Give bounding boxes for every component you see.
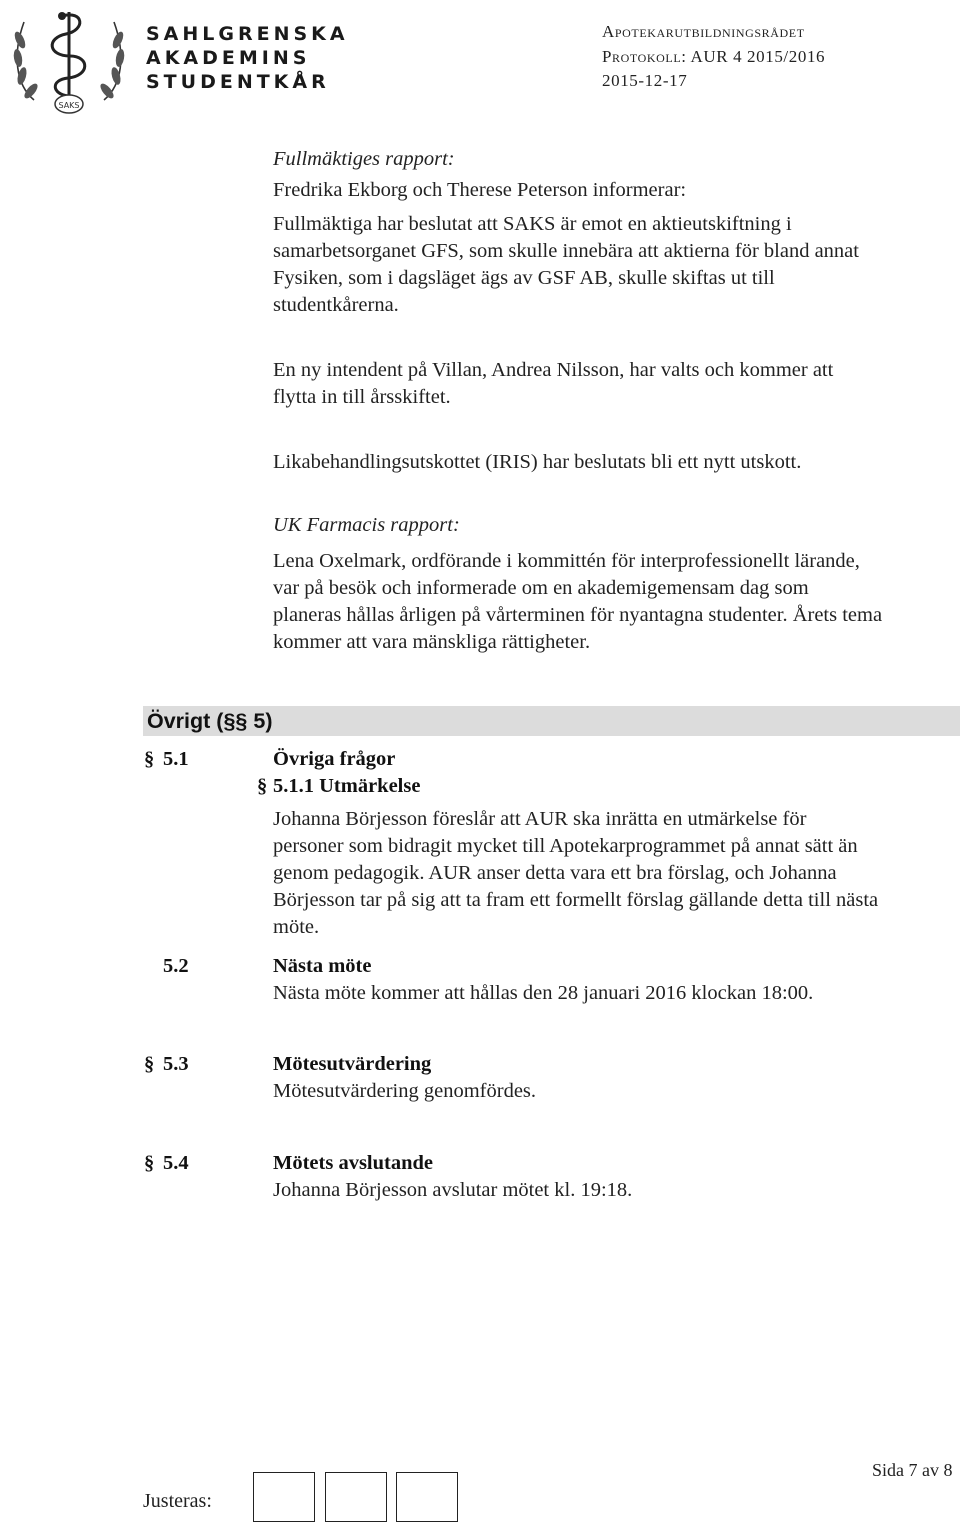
- subitem-line: möte.: [273, 916, 320, 938]
- item-title: Mötesutvärdering: [273, 1053, 432, 1075]
- initials-box[interactable]: [253, 1472, 315, 1522]
- logo-emblem-text: SAKS: [58, 101, 80, 110]
- initials-box[interactable]: [325, 1472, 387, 1522]
- item-number: 5.4: [163, 1152, 189, 1174]
- fullmaktige-line: Fullmäktiga har beslutat att SAKS är emot en aktieutskiftning i: [273, 213, 792, 235]
- fullmaktige-heading: Fullmäktiges rapport:: [273, 148, 455, 170]
- subitem-line: personer som bidragit mycket till Apotekarprogrammet på annat sätt än: [273, 835, 858, 857]
- protocol-id: Protokoll: AUR 4 2015/2016: [602, 47, 826, 66]
- section-heading-pre: Övrigt (: [147, 709, 224, 733]
- section-heading-post: 5): [247, 709, 273, 733]
- subitem-para-sign: §: [257, 775, 268, 797]
- subitem-title: 5.1.1 Utmärkelse: [273, 775, 421, 797]
- uk-farmacis-heading: UK Farmacis rapport:: [273, 514, 460, 536]
- intendent-line: En ny intendent på Villan, Andrea Nilsson, har valts och kommer att: [273, 359, 834, 381]
- justeras-label: Justeras:: [143, 1490, 212, 1512]
- subitem-line: Johanna Börjesson föreslår att AUR ska inrätta en utmärkelse för: [273, 808, 807, 830]
- section-para-sign: §: [223, 709, 236, 733]
- item-text: Nästa möte kommer att hållas den 28 januari 2016 klockan 18:00.: [273, 982, 814, 1004]
- item-para-sign: §: [144, 1152, 155, 1174]
- item-text: Mötesutvärdering genomfördes.: [273, 1080, 537, 1102]
- item-title: Övriga frågor: [273, 748, 396, 770]
- uk-farmacis-line: var på besök och informerade om en akademigemensam dag som: [273, 577, 809, 599]
- intendent-line: flytta in till årsskiftet.: [273, 386, 451, 408]
- iris-line: Likabehandlingsutskottet (IRIS) har beslutats bli ett nytt utskott.: [273, 451, 802, 473]
- subitem-line: genom pedagogik. AUR anser detta vara ett bra förslag, och Johanna: [273, 862, 837, 884]
- item-number: 5.1: [163, 748, 189, 770]
- item-para-sign: §: [144, 1053, 155, 1075]
- meeting-date: 2015-12-17: [602, 71, 688, 90]
- uk-farmacis-line: kommer att vara mänskliga rättigheter.: [273, 631, 591, 653]
- fullmaktige-line: Fredrika Ekborg och Therese Peterson informerar:: [273, 179, 687, 201]
- subitem-line: Börjesson tar på sig att ta fram ett formellt förslag gällande detta till nästa: [273, 889, 879, 911]
- item-number: 5.2: [163, 955, 189, 977]
- org-name-line-3: STUDENTKÅR: [146, 71, 330, 93]
- section-para-sign: §: [235, 709, 248, 733]
- org-name-line-2: AKADEMINS: [146, 47, 311, 69]
- section-heading: [147, 706, 272, 736]
- item-para-sign: §: [144, 748, 155, 770]
- item-title: Mötets avslutande: [273, 1152, 434, 1174]
- item-text: Johanna Börjesson avslutar mötet kl. 19:18.: [273, 1179, 633, 1201]
- org-name-line-1: SAHLGRENSKA: [146, 23, 349, 45]
- item-number: 5.3: [163, 1053, 189, 1075]
- fullmaktige-line: samarbetsorganet GFS, som skulle innebära att aktierna för bland annat: [273, 240, 859, 262]
- fullmaktige-line: Fysiken, som i dagsläget ägs av GSF AB, skulle skiftas ut till: [273, 267, 775, 289]
- uk-farmacis-line: planeras hållas årligen på vårterminen för nyantagna studenter. Årets tema: [273, 604, 883, 626]
- fullmaktige-line: studentkårerna.: [273, 294, 399, 316]
- council-name: Apotekarutbildningsrådet: [602, 22, 805, 41]
- item-title: Nästa möte: [273, 955, 372, 977]
- saks-logo: [4, 0, 134, 118]
- uk-farmacis-line: Lena Oxelmark, ordförande i kommittén för interprofessionellt lärande,: [273, 550, 860, 572]
- page-number: Sida 7 av 8: [872, 1460, 953, 1480]
- initials-box[interactable]: [396, 1472, 458, 1522]
